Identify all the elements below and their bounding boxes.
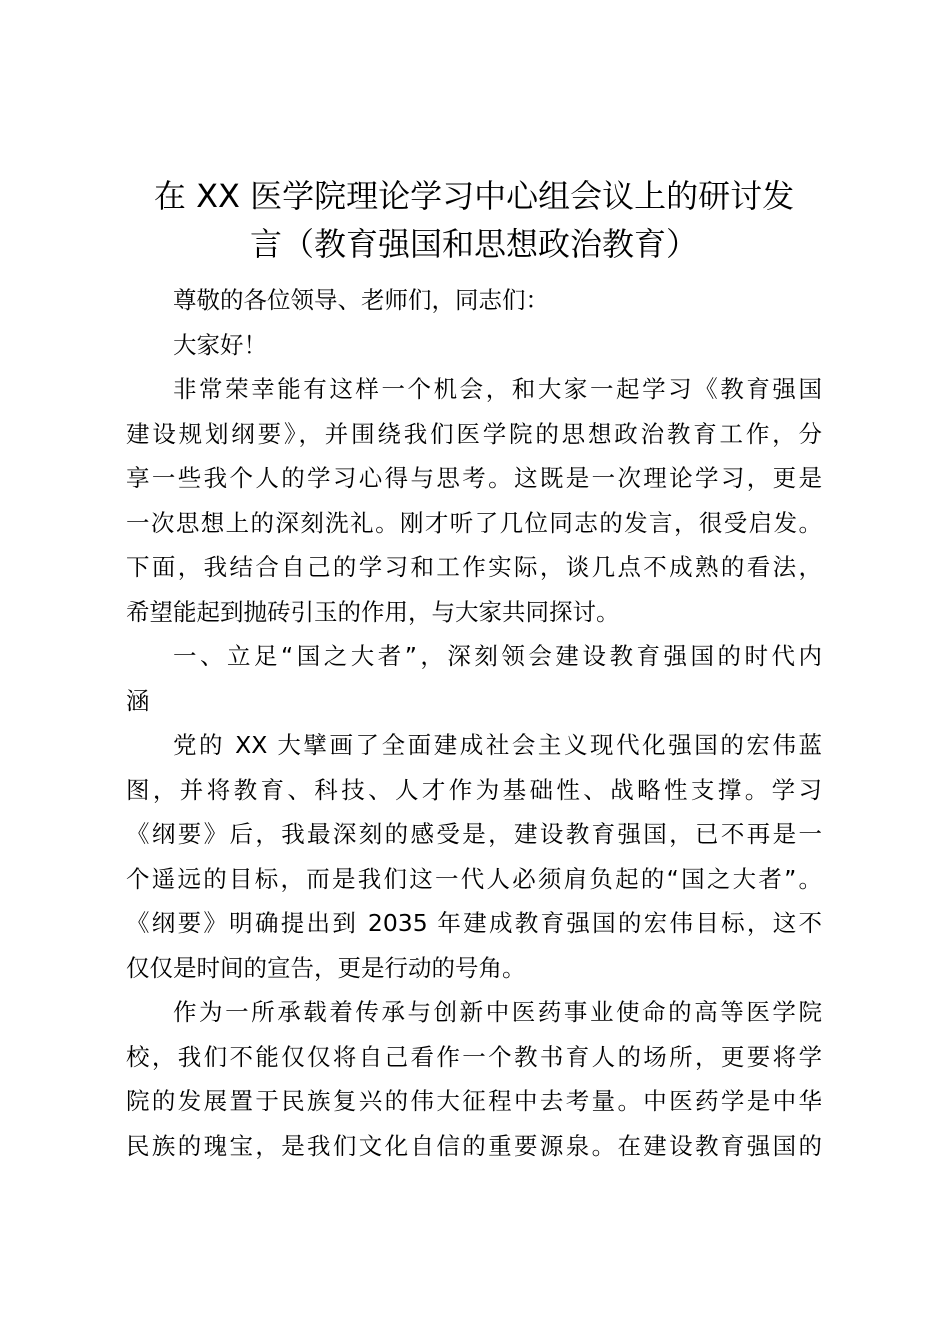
section-1-paragraph-1 xyxy=(126,723,822,990)
greeting-line: 大家好！ xyxy=(173,330,267,359)
text-line: 享一些我个人的学习心得与思考。这既是一次理论学习，更是 xyxy=(126,464,822,492)
text-line: 希望能起到抛砖引玉的作用，与大家共同探讨。 xyxy=(126,597,620,626)
heading-line: 一、立足“国之大者”，深刻领会建设教育强国的时代内 xyxy=(173,642,822,670)
text-line: 校，我们不能仅仅将自己看作一个教书育人的场所，更要将学 xyxy=(126,1042,822,1071)
greeting xyxy=(126,323,822,368)
salutation xyxy=(126,278,822,323)
text-line: 图，并将教育、科技、人才作为基础性、战略性支撑。学习 xyxy=(126,775,822,804)
document-title xyxy=(126,172,822,268)
text-line: 仅仅是时间的宣告，更是行动的号角。 xyxy=(126,953,526,982)
text-line: 民族的瑰宝，是我们文化自信的重要源泉。在建设教育强国的 xyxy=(126,1131,822,1160)
document-body xyxy=(126,278,822,1168)
text-line: 建设规划纲要》，并围绕我们医学院的思想政治教育工作，分 xyxy=(126,419,822,448)
title-line: 言（教育强国和思想政治教育） xyxy=(249,225,698,263)
salutation-line: 尊敬的各位领导、老师们，同志们： xyxy=(173,286,549,314)
text-line: 作为一所承载着传承与创新中医药事业使命的高等医学院 xyxy=(173,998,822,1026)
text-line: 党的 XX 大擘画了全面建成社会主义现代化强国的宏伟蓝 xyxy=(173,731,822,759)
text-line: 《纲要》后，我最深刻的感受是，建设教育强国，已不再是一 xyxy=(126,820,822,848)
text-line: 个遥远的目标，而是我们这一代人必须肩负起的“国之大者”。 xyxy=(126,864,822,893)
text-line: 《纲要》明确提出到 2035 年建成教育强国的宏伟目标，这不 xyxy=(126,909,822,937)
heading-line: 涵 xyxy=(126,686,150,715)
document-page xyxy=(126,172,822,1168)
title-line: 在 XX 医学院理论学习中心组会议上的研讨发 xyxy=(153,177,795,215)
text-line: 一次思想上的深刻洗礼。刚才听了几位同志的发言，很受启发。 xyxy=(126,508,822,537)
section-1-paragraph-2 xyxy=(126,990,822,1168)
section-1-heading xyxy=(126,634,822,723)
text-line: 下面，我结合自己的学习和工作实际，谈几点不成熟的看法， xyxy=(126,553,822,581)
text-line: 院的发展置于民族复兴的伟大征程中去考量。中医药学是中华 xyxy=(126,1087,822,1115)
intro-paragraph xyxy=(126,367,822,634)
text-line: 非常荣幸能有这样一个机会，和大家一起学习《教育强国 xyxy=(173,375,822,403)
